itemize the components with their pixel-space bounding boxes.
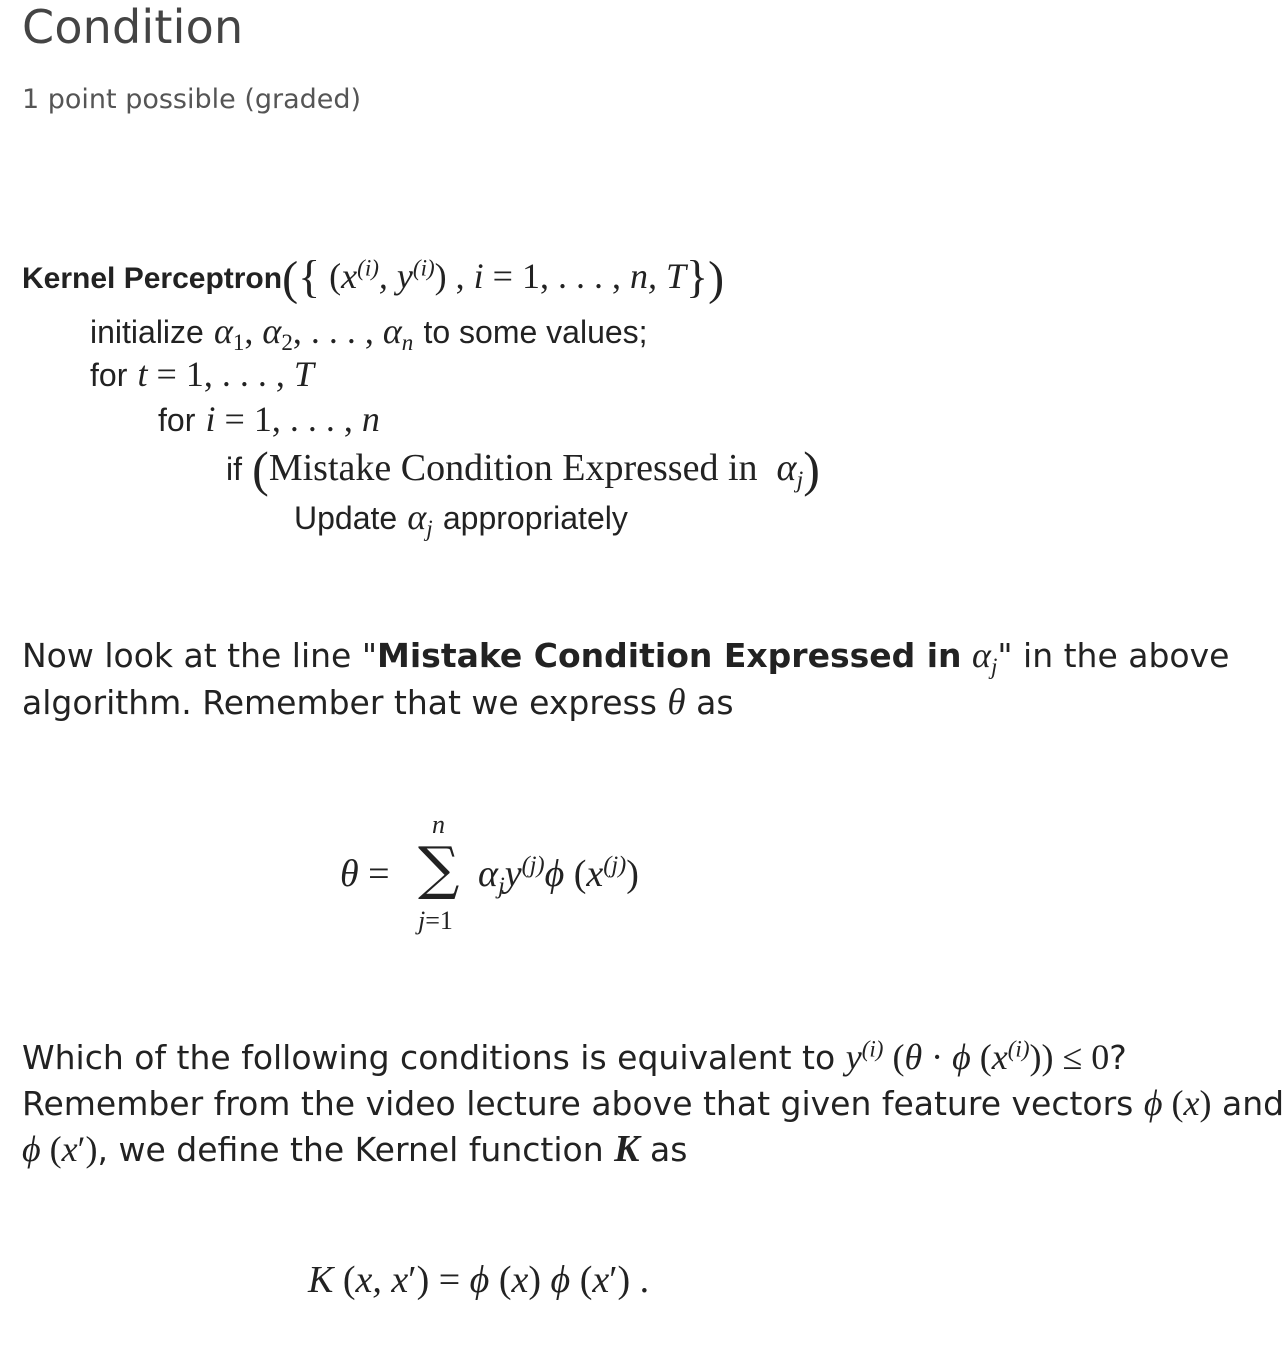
algorithm-line-init: initialize $\alpha_1$, $\alpha_2$, . . . , $\alpha_n$ to some values; xyxy=(90,311,648,355)
algorithm-line-update: Update $\alpha_j$ appropriately xyxy=(294,497,628,541)
theta-equation: θ = n ∑ j=1 $\alpha_jy^{(j)}\phi$ $(x^{(j)})$ xyxy=(340,810,639,935)
paragraph-feature-vectors: Remember from the video lecture above that given feature vectors ϕ (x) and xyxy=(22,1083,1285,1123)
algorithm-line-if: if (Mistake Condition Expressed in $\alpha_j$) xyxy=(226,441,820,497)
algorithm-line-for-i: for i = 1, . . . , n xyxy=(158,399,380,439)
algorithm-name: Kernel Perceptron xyxy=(22,262,283,295)
paragraph-theta-intro: algorithm. Remember that we express θ as xyxy=(22,682,734,723)
kernel-equation: K (x, x′) = ϕ (x) ϕ (x′) . xyxy=(308,1259,650,1301)
page-title: Condition xyxy=(22,0,244,54)
algorithm-header xyxy=(22,250,724,306)
paragraph-kernel-def: ϕ (x′), we define the Kernel function K as xyxy=(22,1128,688,1170)
mistake-condition-bold: Mistake Condition Expressed in xyxy=(377,636,962,675)
algorithm-line-for-t: for t = 1, . . . , T xyxy=(90,354,314,394)
algorithm-signature: ({ ($x^{(i)}$, $y^{(i)}$) , i = 1, . . . , n, T}) xyxy=(282,251,725,305)
mistake-condition-label: Mistake Condition Expressed in xyxy=(268,447,758,489)
paragraph-mistake-line: Now look at the line "Mistake Condition Expressed in $\alpha_j$" in the above xyxy=(22,635,1230,679)
paragraph-question: Which of the following conditions is equivalent to $y^{(i)}$ (θ · ϕ $(x^{(i)})) \le 0$? xyxy=(22,1035,1127,1077)
points-possible: 1 point possible (graded) xyxy=(22,84,362,115)
